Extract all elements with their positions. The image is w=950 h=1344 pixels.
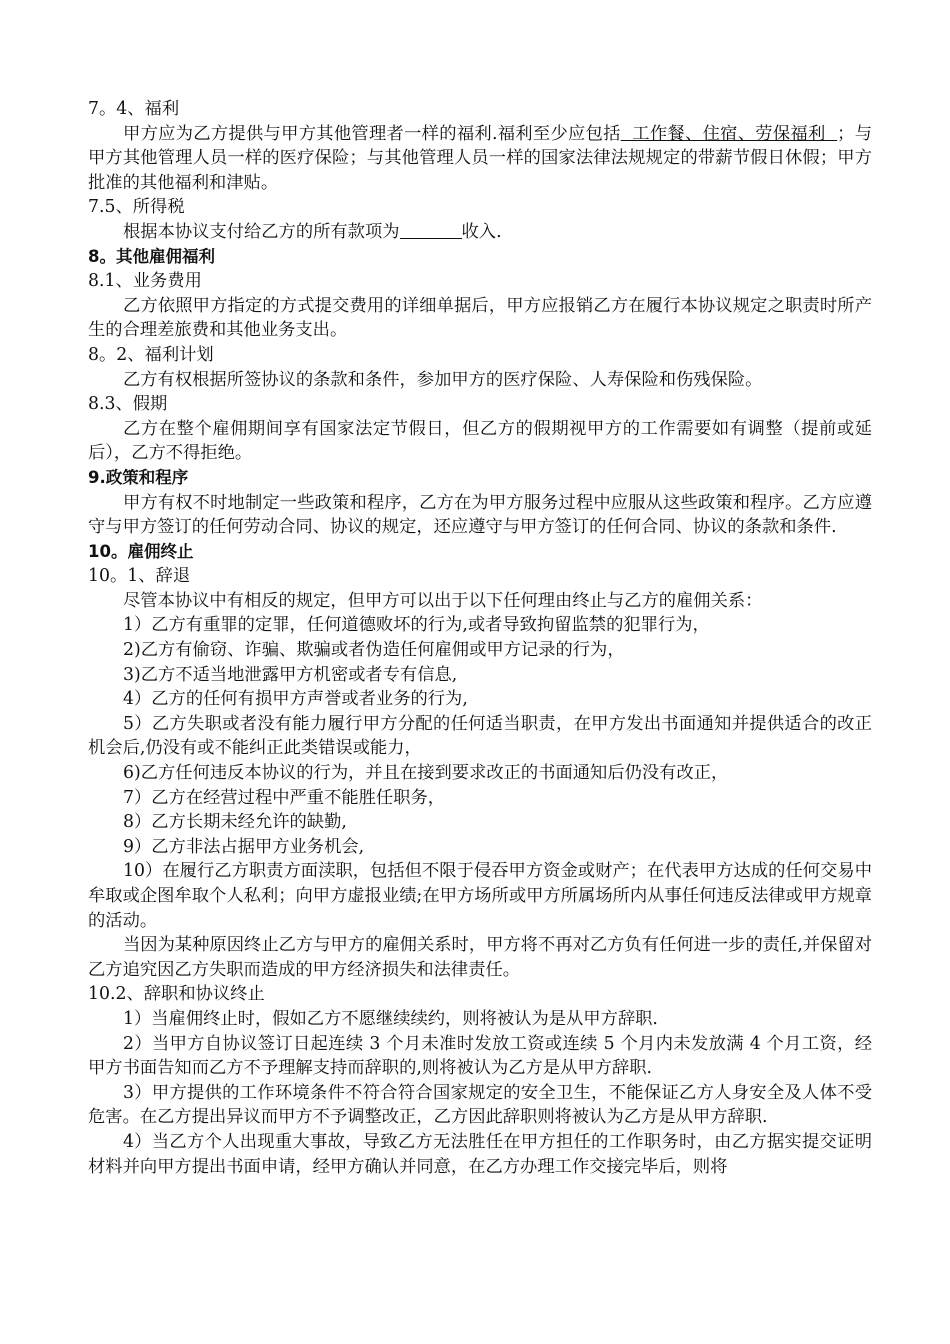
list-item: 2）当甲方自协议签订日起连续 3 个月未准时发放工资或连续 5 个月内未发放满 4 个月工资，经甲方书面告知而乙方不予理解支持而辞职的,则将被认为乙方是从甲方辞职.: [88, 1033, 872, 1079]
paragraph: [88, 220, 872, 245]
list-item: 9）乙方非法占据甲方业务机会,: [123, 836, 365, 857]
list-item: 6)乙方任何违反本协议的行为，并且在接到要求改正的书面通知后仍没有改正，: [123, 763, 729, 784]
paragraph: 尽管本协议中有相反的规定，但甲方可以出于以下任何理由终止与乙方的雇佣关系：: [123, 590, 763, 611]
paragraph: 乙方有权根据所签协议的条款和条件，参加甲方的医疗保险、人寿保险和伤残保险。: [123, 369, 763, 390]
section-heading: 8.3、假期: [88, 394, 168, 415]
list-item: 2)乙方有偷窃、诈骗、欺骗或者伪造任何雇佣或甲方记录的行为，: [123, 640, 625, 661]
section-heading: 10。1、辞退: [88, 566, 191, 587]
list-item: 1）乙方有重罪的定罪，任何道德败坏的行为,或者导致拘留监禁的犯罪行为，: [123, 615, 710, 636]
paragraph: [88, 122, 872, 196]
paragraph: 乙方在整个雇佣期间享有国家法定节假日，但乙方的假期视甲方的工作需要如有调整（提前或延后），乙方不得拒绝。: [88, 418, 872, 464]
list-item: 8）乙方长期未经允许的缺勤,: [123, 812, 347, 833]
section-heading: 8.1、业务费用: [88, 271, 202, 292]
section-heading: 7。4、福利: [88, 99, 180, 119]
list-item: 3)乙方不适当地泄露甲方机密或者专有信息,: [123, 664, 458, 685]
paragraph: 当因为某种原因终止乙方与甲方的雇佣关系时，甲方将不再对乙方负有任何进一步的责任,并保留对乙方追究因乙方失职而造成的甲方经济损失和法律责任。: [88, 935, 872, 980]
paragraph: 甲方有权不时地制定一些政策和程序，乙方在为甲方服务过程中应服从这些政策和程序。乙方应遵守与甲方签订的任何劳动合同、协议的规定，还应遵守与甲方签订的任何合同、协议的条款和条件.: [88, 492, 872, 538]
section-heading: 7.5、所得税: [88, 197, 185, 218]
paragraph-text: 甲方应为乙方提供与甲方其他管理者一样的福利.福利至少应包括: [123, 123, 621, 144]
paragraph-text: 收入.: [461, 221, 502, 242]
section-heading: 10.2、辞职和协议终止: [88, 984, 265, 1005]
paragraph: 乙方依照甲方指定的方式提交费用的详细单据后，甲方应报销乙方在履行本协议规定之职责时所产生的合理差旅费和其他业务支出。: [88, 295, 872, 341]
list-item: 7）乙方在经营过程中严重不能胜任职务，: [123, 787, 446, 808]
list-item: 3）甲方提供的工作环境条件不符合符合国家规定的安全卫生，不能保证乙方人身安全及人体不受危害。在乙方提出异议而甲方不予调整改正，乙方因此辞职则将被认为乙方是从甲方辞职.: [88, 1082, 872, 1128]
list-item: 1）当雇佣终止时，假如乙方不愿继续续约，则将被认为是从甲方辞职.: [123, 1008, 658, 1029]
chapter-heading: 9.政策和程序: [88, 467, 189, 487]
underlined-fill-text: 工作餐、住宿、劳保福利: [620, 123, 838, 144]
section-heading: 8。2、福利计划: [88, 344, 214, 365]
list-item: 4）当乙方个人出现重大事故，导致乙方无法胜任在甲方担任的工作职务时，由乙方据实提交证明材料并向甲方提出书面申请，经甲方确认并同意，在乙方办理工作交接完毕后，则将: [88, 1131, 872, 1177]
chapter-heading: 10。雇佣终止: [88, 541, 194, 561]
fill-in-blank: [400, 220, 462, 239]
paragraph-text: ；与甲方其他管理人员一样的医疗保险；与其他管理人员一样的国家法律法规规定的带薪节假日休假；甲方批准的其他福利和津贴。: [88, 123, 872, 193]
paragraph-text: 根据本协议支付给乙方的所有款项为: [123, 221, 400, 242]
list-item: 10）在履行乙方职责方面渎职，包括但不限于侵吞甲方资金或财产；在代表甲方达成的任何交易中牟取或企图牟取个人私利；向甲方虚报业绩;在甲方场所或甲方所属场所内从事任何违反法律或甲方规章的活动。: [88, 861, 872, 931]
list-item: 4）乙方的任何有损甲方声誉或者业务的行为,: [123, 689, 468, 710]
chapter-heading: 8。其他雇佣福利: [88, 246, 215, 266]
list-item: 5）乙方失职或者没有能力履行甲方分配的任何适当职责，在甲方发出书面通知并提供适合的改正机会后,仍没有或不能纠正此类错误或能力，: [88, 713, 872, 759]
